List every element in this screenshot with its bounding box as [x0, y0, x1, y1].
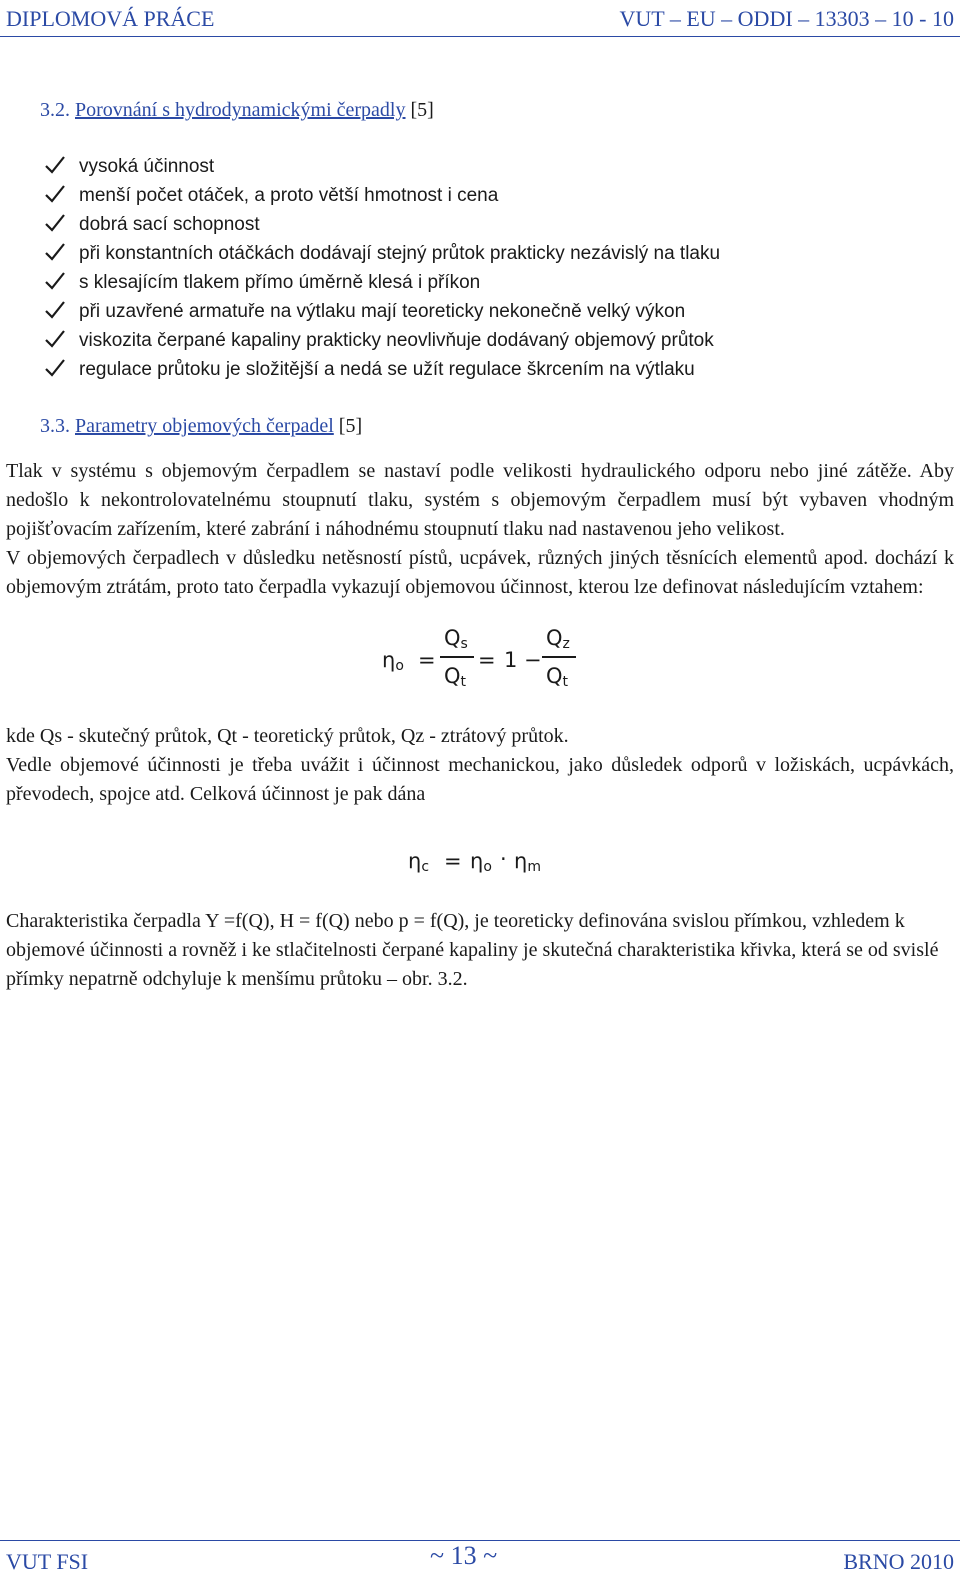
- list-item: vysoká účinnost: [6, 152, 954, 181]
- list-item: menší počet otáček, a proto větší hmotnost i cena: [6, 181, 954, 210]
- list-item: s klesajícím tlakem přímo úměrně klesá i příkon: [6, 268, 954, 297]
- checkmark-icon: [44, 184, 66, 204]
- list-item: dobrá sací schopnost: [6, 210, 954, 239]
- header-right: VUT – EU – ODDI – 13303 – 10 - 10: [619, 6, 954, 31]
- section-reference: [5]: [410, 99, 434, 121]
- page-number: ~ 13 ~: [430, 1541, 498, 1570]
- paragraph-pressure: Tlak v systému s objemovým čerpadlem se nastaví podle velikosti hydraulického odporu nebo jiné zátěže. Aby nedošlo k nekontrolovatelnému stoupnutí tlaku, systém s objemovým čerpadlem musí být vybaven vhodným pojišťovacím zařízením, které zabrání i náhodnému stoupnutí tlaku nad nastavenou jeho velikost.: [6, 460, 954, 540]
- list-item: při konstantních otáčkách dodávají stejný průtok prakticky nezávislý na tlaku: [6, 239, 954, 268]
- fraction-denominator: $Q_t$: [546, 664, 569, 690]
- fraction-denominator: $Q_t$: [444, 664, 467, 690]
- eta-c: $\eta_c$: [408, 849, 430, 875]
- paragraph-volumetric-losses: V objemových čerpadlech v důsledku netěsností pístů, ucpávek, různých jiných těsnících elementů apod. dochází k objemovým ztrátám, proto tato čerpadla vykazují objemovou účinnost, kterou lze definovat následujícím vztahem:: [6, 547, 954, 598]
- paragraph-characteristic: Charakteristika čerpadla Y =f(Q), H = f(Q) nebo p = f(Q), je teoreticky definována svislou přímkou, vzhledem k objemové účinnosti a rovněž i ke stlačitelnosti čerpané kapaliny je skutečná charakteristika křivka, která se od svislé přímky nepatrně odchyluje k menšímu průtoku – obr. 3.2.: [6, 910, 939, 990]
- checkmark-icon: [44, 358, 66, 378]
- list-item: regulace průtoku je složitější a nedá se užít regulace škrcením na výtlaku: [6, 355, 954, 384]
- section-reference: [5]: [338, 415, 363, 437]
- paragraph-legend: kde Qs - skutečný průtok, Qt - teoretický průtok, Qz - ztrátový průtok.: [6, 725, 569, 747]
- fraction-numerator: $Q_s$: [444, 626, 468, 652]
- fraction-bar: [440, 656, 474, 658]
- equals-sign: =: [444, 849, 462, 873]
- one: 1: [504, 648, 518, 672]
- equation-total-efficiency: [6, 837, 954, 887]
- checkmark-icon: [44, 155, 66, 175]
- section-heading-3-3: [40, 412, 954, 441]
- eta-o: $\eta_o$: [470, 849, 492, 875]
- equals-sign: =: [418, 648, 436, 672]
- footer-left: VUT FSI: [6, 1549, 89, 1574]
- page-content: [6, 96, 954, 994]
- minus-sign: −: [524, 648, 542, 672]
- section-title: Parametry objemových čerpadel: [75, 415, 334, 437]
- list-item: viskozita čerpané kapaliny prakticky neovlivňuje dodávaný objemový průtok: [6, 326, 954, 355]
- eta-m: $\eta_m$: [514, 849, 541, 875]
- checkmark-icon: [44, 213, 66, 233]
- paragraph-mechanical-efficiency: Vedle objemové účinnosti je třeba uvážit i účinnost mechanickou, jako důsledek odporů v ložiskách, ucpávkách, převodech, spojce atd. Celková účinnost je pak dána: [6, 754, 954, 805]
- eta-symbol: $\eta_o$: [382, 648, 404, 674]
- checkmark-icon: [44, 300, 66, 320]
- section-heading-3-2: [40, 96, 954, 125]
- header-left: DIPLOMOVÁ PRÁCE: [6, 6, 215, 31]
- header-rule: [0, 36, 960, 37]
- checkmark-icon: [44, 271, 66, 291]
- section-number: 3.3.: [40, 415, 70, 437]
- checklist: [6, 152, 954, 384]
- list-item: při uzavřené armatuře na výtlaku mají teoreticky nekonečně velký výkon: [6, 297, 954, 326]
- fraction-numerator: $Q_z$: [546, 626, 570, 652]
- fraction-bar: [542, 656, 576, 658]
- section-number: 3.2.: [40, 99, 70, 121]
- checkmark-icon: [44, 242, 66, 262]
- equals-sign: =: [478, 648, 496, 672]
- multiply-dot: ·: [500, 847, 507, 871]
- footer-right: BRNO 2010: [843, 1549, 954, 1574]
- checkmark-icon: [44, 329, 66, 349]
- page-footer: [0, 1541, 960, 1581]
- page-header: [0, 6, 960, 34]
- section-title: Porovnání s hydrodynamickými čerpadly: [75, 99, 406, 121]
- equation-volumetric-efficiency: [6, 616, 954, 708]
